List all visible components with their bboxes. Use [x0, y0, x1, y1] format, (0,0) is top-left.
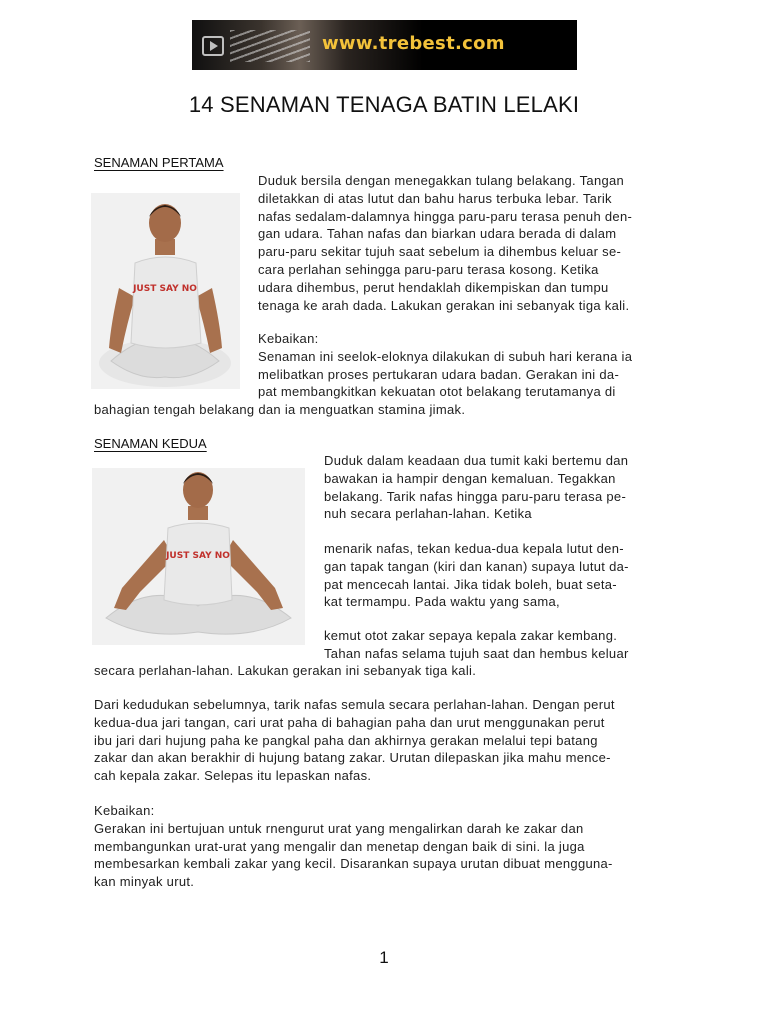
text-line: gan tapak tangan (kiri dan kanan) supaya lutut da- — [324, 558, 629, 574]
text-line: cara perlahan sehingga paru-paru terasa kosong. Ketika — [258, 261, 599, 277]
photo-cross-legged-pose — [91, 193, 240, 389]
text-line: Duduk dalam keadaan dua tumit kaki bertemu dan — [324, 453, 629, 468]
text-line: Senaman ini seelok-eloknya dilakukan di subuh hari kerana ia — [258, 348, 633, 364]
header-banner[interactable] — [192, 20, 577, 70]
text-line: belakang. Tarik nafas hingga paru-paru terasa pe- — [324, 488, 627, 504]
section2-paragraph-b — [324, 540, 673, 611]
benefit-label: Kebaikan: — [258, 331, 319, 346]
document-title: 14 SENAMAN TENAGA BATIN LELAKI — [188, 92, 580, 117]
text-line: Duduk bersila dengan menegakkan tulang belakang. Tangan — [258, 173, 625, 188]
person-illustration — [91, 193, 240, 389]
section2-paragraph-c — [324, 627, 673, 663]
section-heading-kedua: SENAMAN KEDUA — [94, 436, 207, 451]
text-line: kat termampu. Pada waktu yang sama, — [324, 594, 560, 610]
text-line: ibu jari dari hujung paha ke pangkal paha dan akhirnya gerakan melalui tepi batang — [94, 732, 598, 748]
shirt-print: JUST SAY NO — [133, 284, 197, 294]
text-line: membangunkan urat-urat yang mengalir dan menetap dengan baik di sini. la juga — [94, 838, 585, 854]
text-line: Dari kedudukan sebelumnya, tarik nafas semula secara perlahan-lahan. Dengan perut — [94, 697, 615, 712]
photo-butterfly-pose — [92, 468, 305, 645]
text-line: nafas sedalam-dalamnya hingga paru-paru terasa penuh den- — [258, 208, 633, 224]
shirt-print: JUST SAY NO — [166, 551, 230, 561]
section2-paragraph-c-last: secara perlahan-lahan. Lakukan gerakan ini sebanyak tiga kali. — [94, 663, 477, 678]
banner-graphic — [230, 30, 310, 62]
text-line: kedua-dua jari tangan, cari urat paha di bahagian paha dan urut menggunakan perut — [94, 714, 605, 730]
section1-paragraph — [258, 172, 672, 314]
text-line: nuh secara perlahan-lahan. Ketika — [324, 506, 532, 522]
section1-benefit — [258, 330, 672, 401]
text-line: bawakan ia hampir dengan kemaluan. Tegakkan — [324, 470, 616, 486]
text-line: udara dihembus, perut hendaklah dikempiskan dan tumpu — [258, 279, 609, 295]
text-line: cah kepala zakar. Selepas itu lepaskan nafas. — [94, 768, 372, 784]
person-illustration — [92, 468, 305, 645]
section1-benefit-last: bahagian tengah belakang dan ia menguatkan stamina jimak. — [94, 402, 466, 417]
play-icon — [202, 36, 224, 56]
text-line: tenaga ke arah dada. Lakukan gerakan ini sebanyak tiga kali. — [258, 297, 630, 313]
section2-benefit — [94, 802, 673, 891]
text-line: membesarkan kembali zakar yang kecil. Disarankan supaya urutan dibuat mengguna- — [94, 856, 613, 872]
text-line: kemut otot zakar sepaya kepala zakar kembang. — [324, 628, 618, 643]
page-number: 1 — [379, 948, 389, 967]
text-line: pat membangkitkan kekuatan otot belakang terutamanya di — [258, 384, 616, 400]
section-heading-pertama: SENAMAN PERTAMA — [94, 155, 224, 170]
text-line: menarik nafas, tekan kedua-dua kepala lutut den- — [324, 541, 624, 556]
text-line: melibatkan proses pertukaran udara badan. Gerakan ini da- — [258, 366, 620, 382]
section2-paragraph-d — [94, 696, 673, 785]
text-line: paru-paru sekitar tujuh saat sebelum ia dihembus keluar se- — [258, 244, 622, 260]
banner-url[interactable]: www.trebest.com — [322, 33, 505, 54]
text-line: pat mencecah lantai. Jika tidak boleh, buat seta- — [324, 576, 617, 592]
text-line: kan minyak urut. — [94, 874, 195, 890]
text-line: zakar dan akan berakhir di hujung batang zakar. Urutan dilepaskan jika mahu mence- — [94, 750, 611, 766]
benefit-label: Kebaikan: — [94, 803, 155, 818]
section2-paragraph-a — [324, 452, 673, 523]
text-line: gan udara. Tahan nafas dan biarkan udara berada di dalam — [258, 226, 617, 242]
text-line: diletakkan di atas lutut dan bahu harus terbuka lebar. Tarik — [258, 190, 612, 206]
text-line: Gerakan ini bertujuan untuk rnengurut urat yang mengalirkan darah ke zakar dan — [94, 820, 584, 836]
text-line: Tahan nafas selama tujuh saat dan hembus keluar — [324, 645, 629, 661]
